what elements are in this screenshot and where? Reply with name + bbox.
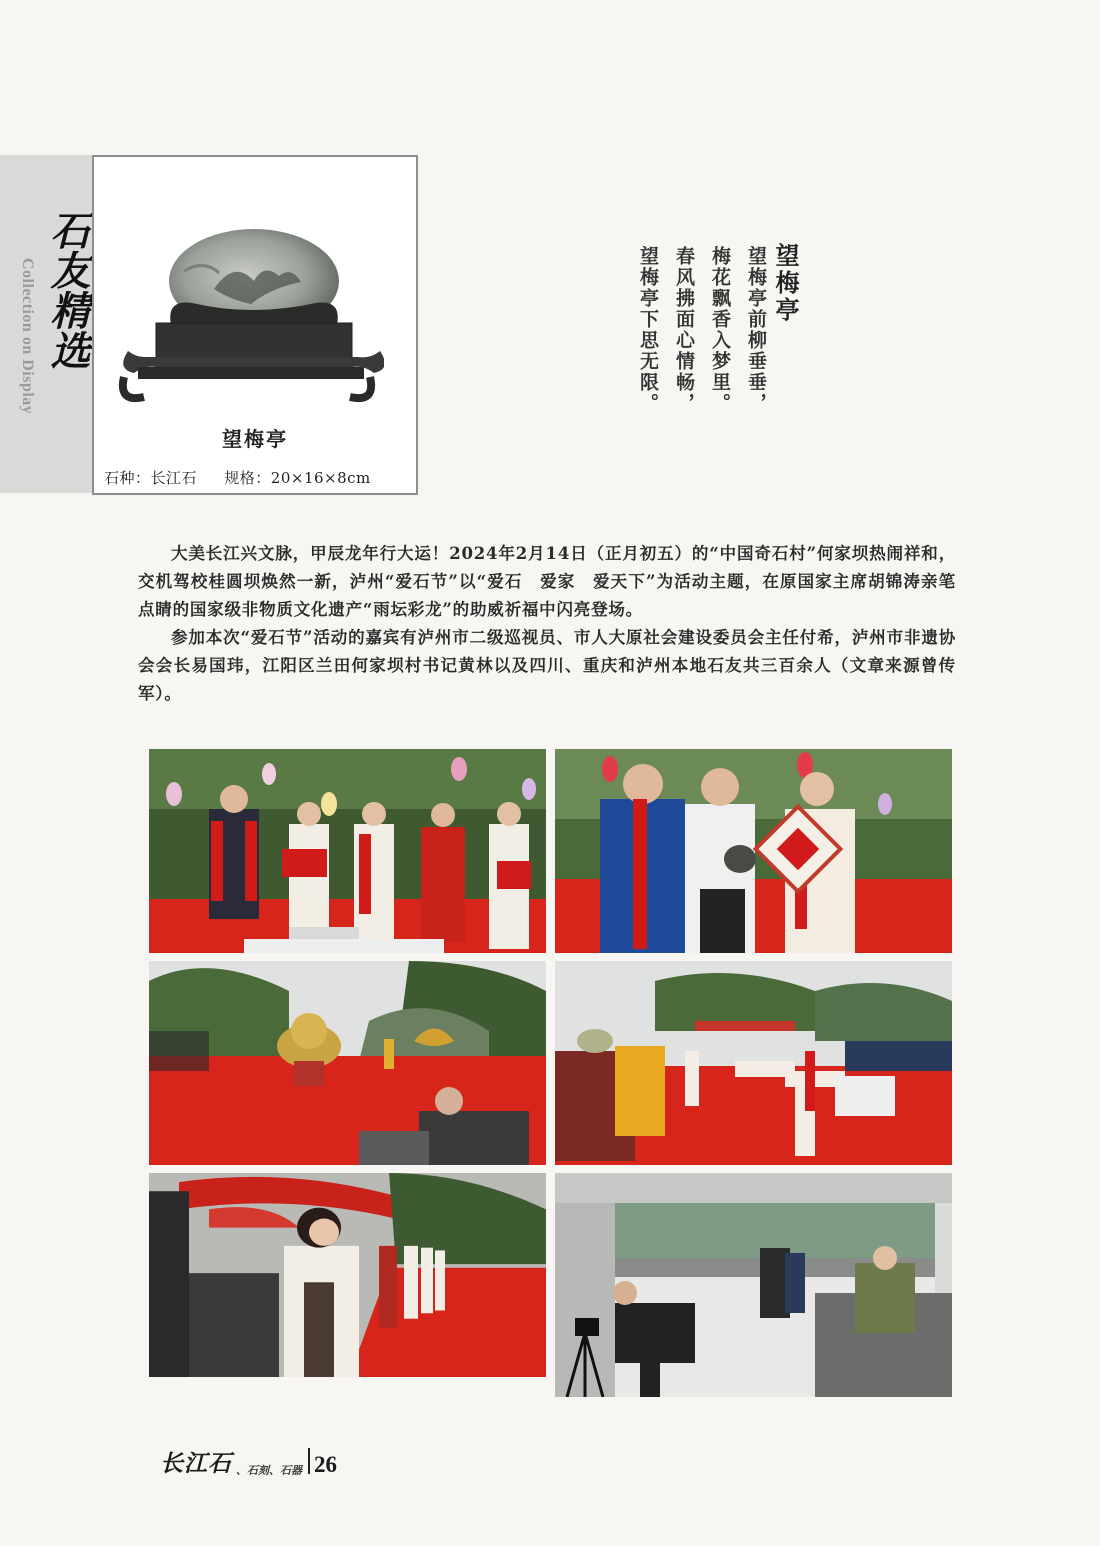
opening-ceremony-photo [149,749,546,953]
footer-subtitle: 、石刻、石器 [236,1464,302,1477]
footer-brand: 长江石 [160,1450,232,1477]
article-paragraph: 参加本次“爱石节”活动的嘉宾有泸州市二级巡视员、市人大原社会建设委员会主任付希，泸州市非遗协会会长易国玮，江阳区兰田何家坝村书记黄林以及四川、重庆和泸州本地石友共三百余人（文章来源曾传军）。 [138,628,956,703]
page-number: 26 [314,1452,337,1477]
poem-line: 春风拂面心情畅， [673,246,695,414]
footer-divider [308,1448,310,1474]
stone-kind: 石种：长江石 [104,469,198,487]
host-with-microphone-photo [149,1173,546,1377]
award-presentation-photo [555,749,952,953]
poem-line: 望梅亭前柳垂垂， [745,246,767,414]
article-paragraph: 大美长江兴文脉，甲辰龙年行大运！2024年2月14日（正月初五）的“中国奇石村”何家坝热闹祥和，交机驾校桂圆坝焕然一新，泸州“爱石节”以“爱石 爱家 爱天下”为活动主题，在原国家主席胡锦涛亲笔点睛的国家级非物质文化遗产“雨坛彩龙”的助威祈福中闪亮登场。 [138,544,956,619]
poem-line: 梅花飘香入梦里。 [709,246,731,414]
poem-line: 望梅亭下思无限。 [637,246,659,414]
poem-body [630,246,774,416]
stone-size: 规格：20×16×8cm [224,469,371,487]
featured-stone-card [92,155,418,495]
exhibition-hall-photo [555,1173,952,1397]
poem-title: 望梅亭 [771,243,800,324]
article-body [138,540,956,708]
page-footer [160,1438,337,1478]
bowing-hosts-photo [555,961,952,1165]
section-title: 石友精选 [44,210,91,370]
stone-name: 望梅亭 [222,427,288,451]
dragon-dance-photo [149,961,546,1165]
stone-image [114,211,384,421]
section-subtitle-en: Collection on Display [19,258,36,415]
stone-spec [104,467,414,488]
